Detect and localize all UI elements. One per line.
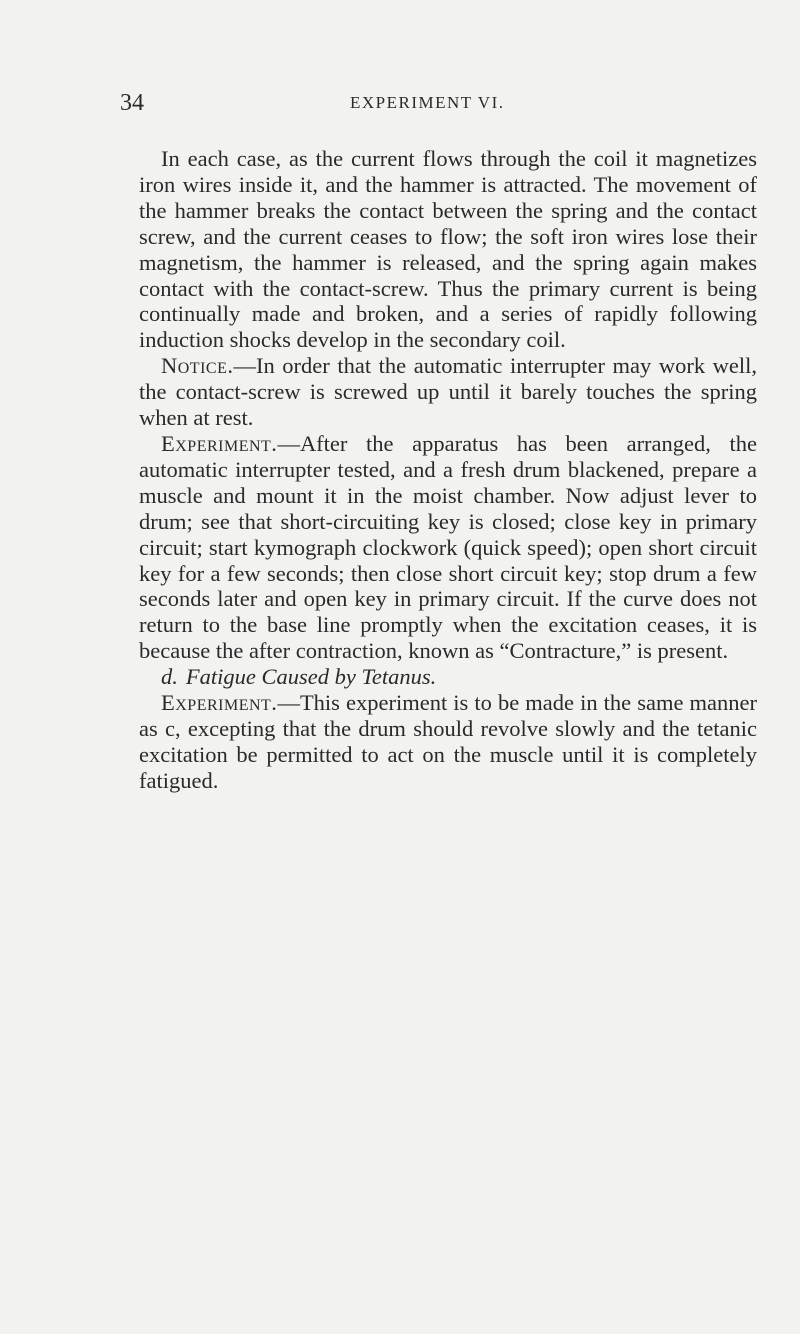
- notice-text: —In order that the automatic interrupter may work well, the contact-screw is screwed up until it barely touches the spring when at rest.: [139, 353, 757, 431]
- paragraph-experiment-fatigue: [139, 690, 757, 794]
- section-heading: [139, 664, 757, 690]
- experiment-text: —After the apparatus has been arranged, the automatic interrupter tested, and a fresh drum blackened, prepare a muscle and mount it in the moist chamber. Now adjust lever to drum; see that short-circuiting key is closed; close key in primary circuit; start kymograph clockwork (quick speed); open short circuit key for a few seconds; then close short circuit key; stop drum a few seconds later and open key in primary circuit. If the curve does not return to the base line promptly when the excitation ceases, it is because the after contraction, known as “Contracture,” is present.: [139, 430, 757, 664]
- running-head: EXPERIMENT VI.: [350, 93, 505, 112]
- notice-label: Notice.: [161, 353, 234, 379]
- paragraph-notice: [139, 353, 757, 431]
- section-letter: d.: [161, 664, 178, 690]
- body-text: [139, 146, 757, 794]
- page-number: 34: [120, 90, 144, 116]
- paragraph-interrupter-mechanism: In each case, as the current flows through the coil it magnetizes iron wires inside it, and the hammer is attracted. The movement of the hammer breaks the contact between the spring and the contact screw, and the current ceases to flow; the soft iron wires lose their magnetism, the hammer is released, and the spring again makes contact with the contact-screw. Thus the primary current is being continually made and broken, and a series of rapidly following induction shocks develop in the secondary coil.: [139, 146, 757, 353]
- experiment-label: Experiment.: [161, 430, 278, 456]
- page-header: [120, 88, 770, 118]
- section-title: Fatigue Caused by Tetanus.: [185, 664, 437, 690]
- paragraph-experiment-tetanus: [139, 431, 757, 664]
- experiment-label: Experiment.: [161, 690, 278, 716]
- experiment-text: —This experiment is to be made in the same manner as c, excepting that the drum should revolve slowly and the tetanic excitation be permitted to act on the muscle until it is completely fatigued.: [139, 690, 757, 793]
